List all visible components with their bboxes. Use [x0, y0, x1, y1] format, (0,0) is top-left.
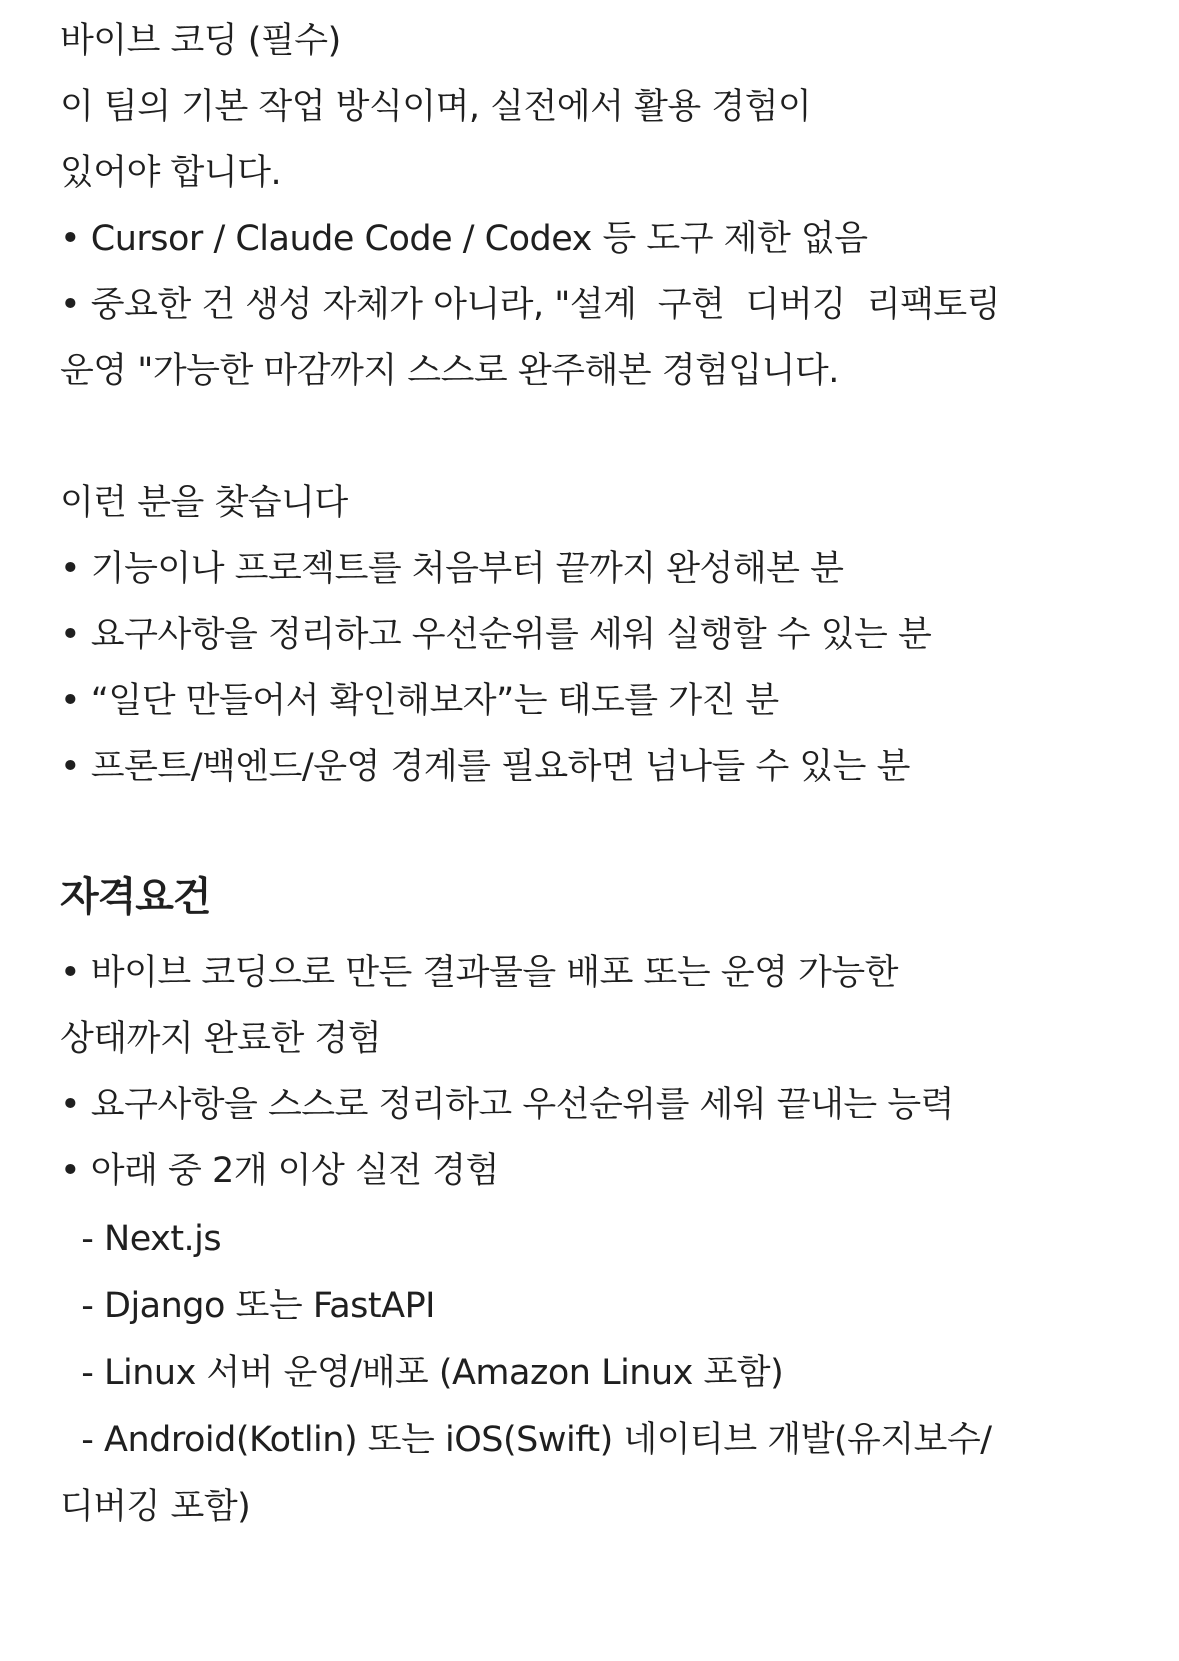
vibe-coding-desc-line-2: 있어야 합니다. [60, 153, 282, 193]
vibe-coding-bullet-key-line-1: • 중요한 건 생성 자체가 아니라, "설계 구현 디버깅 리팩토링 [60, 285, 1001, 325]
requirement-sub-nextjs: - Next.js [60, 1219, 222, 1259]
requirement-item-prioritize: • 요구사항을 스스로 정리하고 우선순위를 세워 끝내는 능력 [60, 1085, 954, 1125]
requirement-sub-mobile-line-2: 디버깅 포함) [60, 1487, 251, 1527]
requirement-item-experience: • 아래 중 2개 이상 실전 경험 [60, 1151, 499, 1191]
vibe-coding-bullet-tools: • Cursor / Claude Code / Codex 등 도구 제한 없음 [60, 219, 868, 259]
requirement-sub-linux: - Linux 서버 운영/배포 (Amazon Linux 포함) [60, 1353, 784, 1393]
seeking-title: 이런 분을 찾습니다 [60, 483, 348, 523]
seeking-list-item: • 프론트/백엔드/운영 경계를 필요하면 넘나들 수 있는 분 [60, 747, 910, 787]
vibe-coding-desc-line-1: 이 팀의 기본 작업 방식이며, 실전에서 활용 경험이 [60, 87, 812, 127]
requirement-sub-django: - Django 또는 FastAPI [60, 1286, 436, 1326]
seeking-list-item: • “일단 만들어서 확인해보자”는 태도를 가진 분 [60, 681, 779, 721]
vibe-coding-title: 바이브 코딩 (필수) [60, 21, 341, 61]
requirement-item-deploy-line-2: 상태까지 완료한 경험 [60, 1019, 382, 1059]
vibe-coding-bullet-key-line-2: 운영 "가능한 마감까지 스스로 완주해본 경험입니다. [60, 351, 839, 391]
requirements-heading: 자격요건 [60, 874, 211, 920]
seeking-list-item: • 기능이나 프로젝트를 처음부터 끝까지 완성해본 분 [60, 549, 844, 589]
requirement-item-deploy-line-1: • 바이브 코딩으로 만든 결과물을 배포 또는 운영 가능한 [60, 953, 898, 993]
requirement-sub-mobile-line-1: - Android(Kotlin) 또는 iOS(Swift) 네이티브 개발(유지보수/ [60, 1420, 992, 1460]
seeking-list-item: • 요구사항을 정리하고 우선순위를 세워 실행할 수 있는 분 [60, 615, 932, 655]
